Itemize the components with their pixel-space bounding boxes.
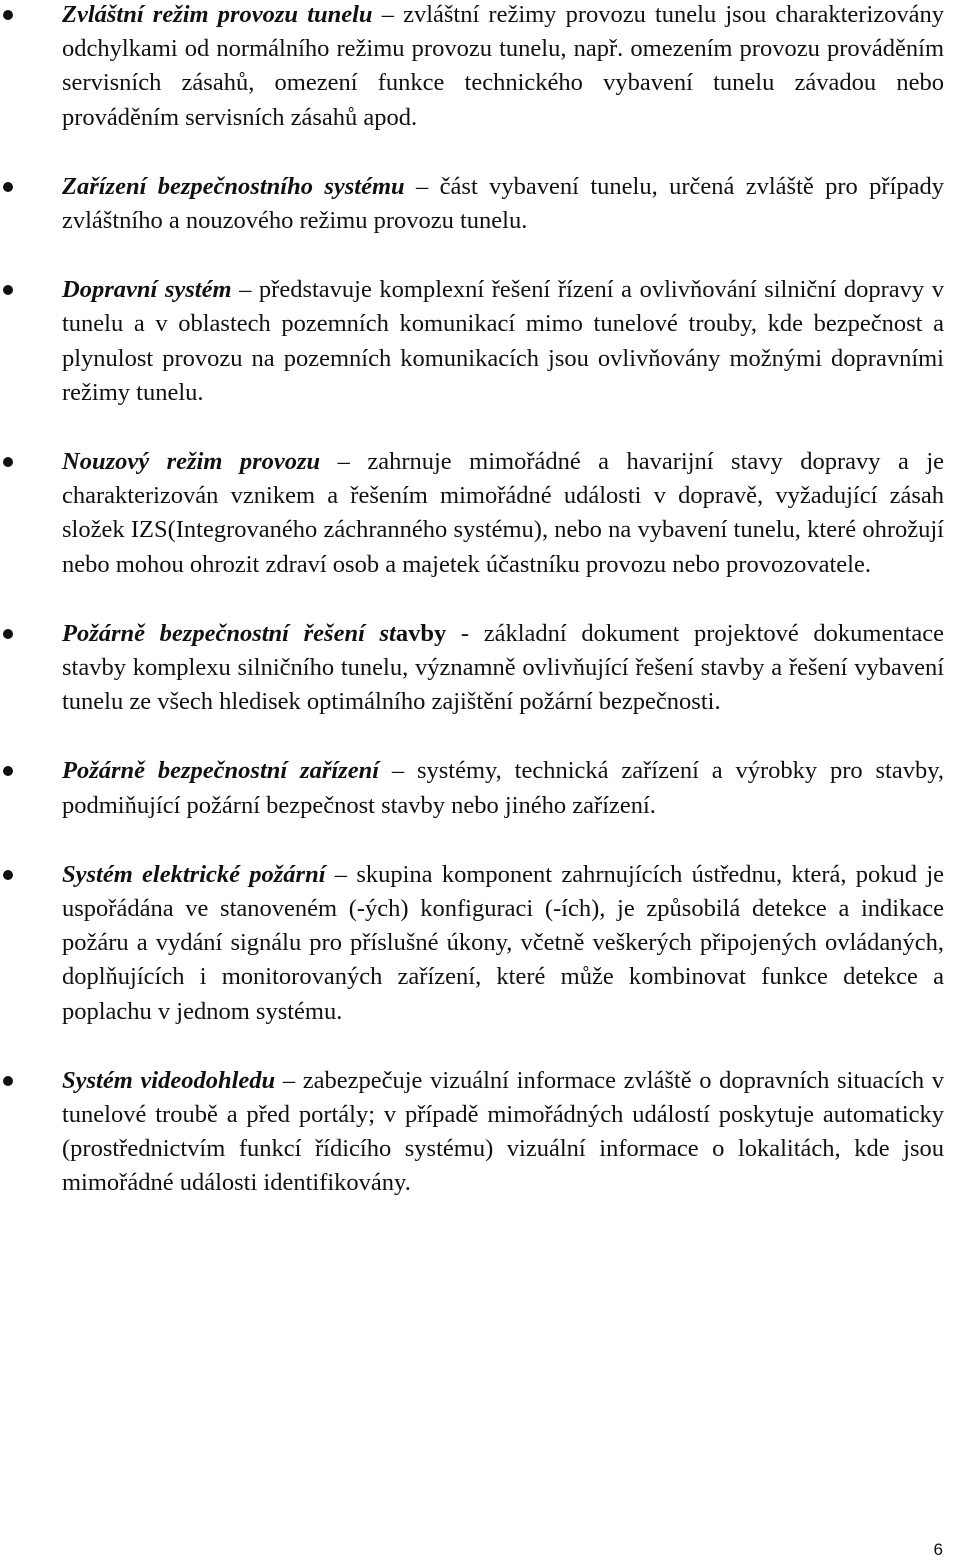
term-name <box>62 620 446 647</box>
term-name: Systém elektrické požární <box>62 860 326 888</box>
term-separator: – <box>404 172 440 200</box>
term-name: Požárně bezpečnostní zařízení <box>62 757 380 785</box>
list-item-nouzovy-rezim <box>0 445 960 582</box>
term-name: Zvláštní režim provozu tunelu <box>62 1 373 28</box>
bullet-icon <box>3 766 13 776</box>
list-item-system-videodohledu <box>0 1064 960 1201</box>
term-definition: zvláštní režimy provozu tunelu jsou charakterizovány odchylkami od normálního režimu provozu tunelu, např. omezením provozu prováděním servisních zásahů, omezení funkce technického vybavení tunelu závadou nebo prováděním servisních zásahů apod. <box>62 1 944 131</box>
term-name: Nouzový režim provozu <box>62 448 321 476</box>
list-item-zvlastni-rezim <box>0 0 960 135</box>
term-name: Zařízení bezpečnostního systému <box>62 172 405 200</box>
term-definition: představuje komplexní řešení řízení a ovlivňování silniční dopravy v tunelu a v oblastech pozemních komunikací mimo tunelové trouby, kde bezpečnost a plynulost provozu na pozemních komunikacích jsou ovlivňovány možnými dopravními režimy tunelu. <box>62 276 944 406</box>
term-name: Systém videodohledu <box>62 1066 276 1094</box>
list-item-pozarne-bezpecnostni-reseni <box>0 617 960 720</box>
bullet-icon <box>3 870 13 880</box>
term-name: Dopravní systém <box>62 276 232 304</box>
term-name-upright-part: avby <box>395 619 447 647</box>
list-item-zarizeni-bezpecnostniho-systemu <box>0 170 960 238</box>
term-separator: – <box>275 1066 303 1094</box>
term-separator: – <box>372 1 404 28</box>
bullet-icon <box>3 457 13 467</box>
term-definition: zabezpečuje vizuální informace zvláště o dopravních situacích v tunelové troubě a před portály; v případě mimořádných událostí poskytuje automaticky (prostřednictvím funkcí řídicího systému) vizuální informace o lokalitách, kde jsou mimořádné události identifikovány. <box>62 1066 945 1197</box>
bullet-icon <box>3 285 13 295</box>
term-separator: – <box>320 448 368 476</box>
list-item-dopravni-system <box>0 273 960 410</box>
term-separator: – <box>379 757 417 785</box>
bullet-icon <box>3 1076 13 1086</box>
term-definition: základní dokument projektové dokumentace stavby komplexu silničního tunelu, významně ovlivňující řešení stavby a řešení vybavení tunelu ze všech hledisek optimálního zajištění požární bezpečnosti. <box>62 619 945 716</box>
term-separator: – <box>325 860 357 888</box>
term-definition: zahrnuje mimořádné a havarijní stavy dopravy a je charakterizován vznikem a řešením mimořádné události v dopravě, vyžadující zásah složek IZS(Integrovaného záchranného systému), nebo na vybavení tunelu, které ohrožují nebo mohou ohrozit zdraví osob a majetek účastníku provozu nebo provozovatele. <box>62 448 944 578</box>
bullet-icon <box>3 629 13 639</box>
term-definition: část vybavení tunelu, určená zvláště pro případy zvláštního a nouzového režimu provozu tunelu. <box>62 172 945 235</box>
term-separator: - <box>446 619 484 647</box>
list-item-system-elektricke-pozarni <box>0 858 960 1029</box>
term-name-italic-part: Požárně bezpečnostní řešení st <box>62 619 396 647</box>
page-number: 6 <box>933 1540 943 1559</box>
list-item-pozarne-bezpecnostni-zarizeni <box>0 754 960 822</box>
term-definition: skupina komponent zahrnujících ústřednu, která, pokud je uspořádána ve stanoveném (-ých) konfiguraci (-ích), je způsobilá detekce a indikace požáru a vydání signálu pro příslušné úkony, včetně veškerých připojených ovládaných, doplňujících i monitorovaných zařízení, které může kombinovat funkce detekce a poplachu v jednom systému. <box>62 860 944 1025</box>
bullet-icon <box>3 182 13 192</box>
term-definition: systémy, technická zařízení a výrobky pro stavby, podmiňující požární bezpečnost stavby nebo jiného zařízení. <box>62 757 944 819</box>
term-separator: – <box>231 276 259 304</box>
bullet-icon <box>3 10 13 20</box>
